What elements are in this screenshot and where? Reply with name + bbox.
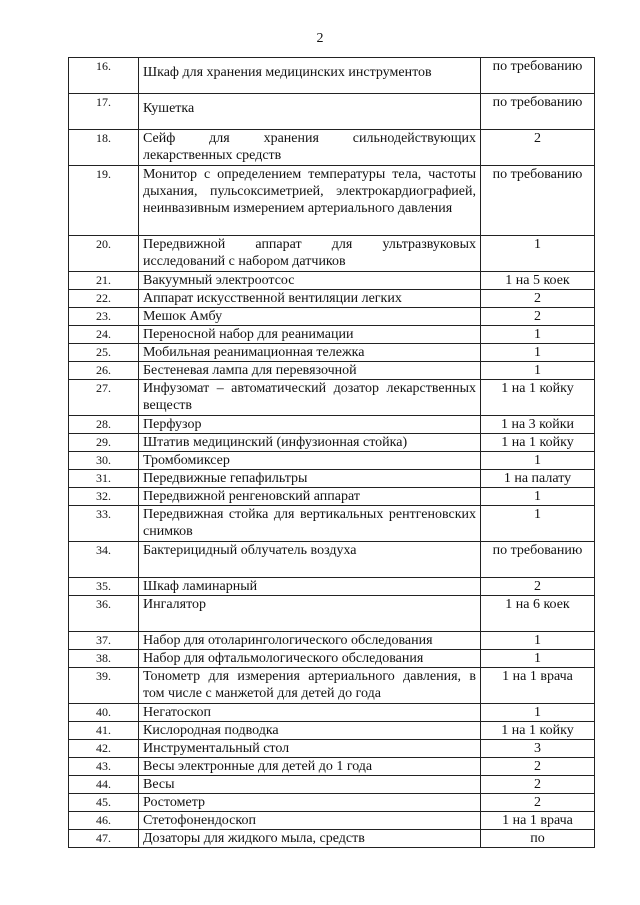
equipment-name: Негатоскоп xyxy=(139,704,481,722)
table-row xyxy=(69,758,595,776)
row-number: 31. xyxy=(69,470,139,488)
equipment-name: Ингалятор xyxy=(139,596,481,632)
equipment-name: Весы электронные для детей до 1 года xyxy=(139,758,481,776)
row-number: 22. xyxy=(69,290,139,308)
row-number: 19. xyxy=(69,166,139,236)
row-number: 24. xyxy=(69,326,139,344)
equipment-quantity: 1 xyxy=(481,362,595,380)
table-row xyxy=(69,344,595,362)
table-row xyxy=(69,236,595,272)
equipment-quantity: 2 xyxy=(481,758,595,776)
row-number: 44. xyxy=(69,776,139,794)
equipment-quantity: 1 xyxy=(481,452,595,470)
equipment-quantity: 1 xyxy=(481,704,595,722)
equipment-name: Мешок Амбу xyxy=(139,308,481,326)
table-row xyxy=(69,434,595,452)
equipment-quantity: по требованию xyxy=(481,58,595,94)
equipment-quantity: 1 на палату xyxy=(481,470,595,488)
table-row xyxy=(69,326,595,344)
equipment-name: Аппарат искусственной вентиляции легких xyxy=(139,290,481,308)
equipment-name: Набор для офтальмологического обследования xyxy=(139,650,481,668)
equipment-quantity: 1 на 1 врача xyxy=(481,668,595,704)
equipment-quantity: 2 xyxy=(481,130,595,166)
table-row xyxy=(69,830,595,848)
equipment-quantity: 2 xyxy=(481,308,595,326)
equipment-quantity: 1 на 1 койку xyxy=(481,434,595,452)
row-number: 27. xyxy=(69,380,139,416)
equipment-name: Стетофонендоскоп xyxy=(139,812,481,830)
table-row xyxy=(69,380,595,416)
page-number: 2 xyxy=(316,31,324,46)
equipment-name: Бактерицидный облучатель воздуха xyxy=(139,542,481,578)
equipment-quantity: 1 xyxy=(481,236,595,272)
row-number: 21. xyxy=(69,272,139,290)
equipment-name: Штатив медицинский (инфузионная стойка) xyxy=(139,434,481,452)
equipment-name: Инструментальный стол xyxy=(139,740,481,758)
table-row xyxy=(69,362,595,380)
equipment-table-body xyxy=(69,58,595,848)
table-row xyxy=(69,668,595,704)
equipment-quantity: 1 на 6 коек xyxy=(481,596,595,632)
equipment-name: Сейф для хранения сильнодействующих лекарственных средств xyxy=(139,130,481,166)
equipment-quantity: 2 xyxy=(481,794,595,812)
equipment-quantity: 1 на 1 врача xyxy=(481,812,595,830)
row-number: 34. xyxy=(69,542,139,578)
equipment-quantity: по xyxy=(481,830,595,848)
row-number: 47. xyxy=(69,830,139,848)
equipment-quantity: 1 xyxy=(481,326,595,344)
equipment-quantity: 1 xyxy=(481,650,595,668)
table-row xyxy=(69,416,595,434)
equipment-name: Дозаторы для жидкого мыла, средств xyxy=(139,830,481,848)
equipment-table xyxy=(68,57,595,848)
equipment-quantity: по требованию xyxy=(481,542,595,578)
equipment-name: Перфузор xyxy=(139,416,481,434)
equipment-name: Инфузомат – автоматический дозатор лекарственных веществ xyxy=(139,380,481,416)
equipment-name: Передвижной ренгеновский аппарат xyxy=(139,488,481,506)
table-row xyxy=(69,722,595,740)
equipment-name: Переносной набор для реанимации xyxy=(139,326,481,344)
equipment-quantity: 1 на 3 койки xyxy=(481,416,595,434)
row-number: 45. xyxy=(69,794,139,812)
equipment-name: Монитор с определением температуры тела, частоты дыхания, пульсоксиметрией, электрокардиографией, неинвазивным измерением артериального давления xyxy=(139,166,481,236)
table-row xyxy=(69,596,595,632)
table-row xyxy=(69,776,595,794)
equipment-name: Передвижной аппарат для ультразвуковых исследований с набором датчиков xyxy=(139,236,481,272)
table-row xyxy=(69,166,595,236)
row-number: 33. xyxy=(69,506,139,542)
equipment-quantity: 1 на 1 койку xyxy=(481,380,595,416)
row-number: 37. xyxy=(69,632,139,650)
row-number: 32. xyxy=(69,488,139,506)
table-row xyxy=(69,290,595,308)
equipment-name: Весы xyxy=(139,776,481,794)
equipment-name: Ростометр xyxy=(139,794,481,812)
equipment-quantity: 2 xyxy=(481,578,595,596)
equipment-name: Кушетка xyxy=(139,94,481,130)
table-row xyxy=(69,308,595,326)
table-row xyxy=(69,578,595,596)
row-number: 41. xyxy=(69,722,139,740)
row-number: 35. xyxy=(69,578,139,596)
equipment-quantity: по требованию xyxy=(481,166,595,236)
table-row xyxy=(69,130,595,166)
equipment-quantity: по требованию xyxy=(481,94,595,130)
row-number: 28. xyxy=(69,416,139,434)
row-number: 25. xyxy=(69,344,139,362)
table-row xyxy=(69,740,595,758)
row-number: 36. xyxy=(69,596,139,632)
equipment-name: Передвижные гепафильтры xyxy=(139,470,481,488)
table-row xyxy=(69,470,595,488)
row-number: 43. xyxy=(69,758,139,776)
equipment-quantity: 1 на 1 койку xyxy=(481,722,595,740)
row-number: 29. xyxy=(69,434,139,452)
table-row xyxy=(69,632,595,650)
row-number: 42. xyxy=(69,740,139,758)
row-number: 30. xyxy=(69,452,139,470)
equipment-quantity: 1 на 5 коек xyxy=(481,272,595,290)
equipment-name: Набор для отоларингологического обследования xyxy=(139,632,481,650)
table-row xyxy=(69,812,595,830)
table-row xyxy=(69,650,595,668)
equipment-name: Бестеневая лампа для перевязочной xyxy=(139,362,481,380)
equipment-quantity: 3 xyxy=(481,740,595,758)
equipment-name: Кислородная подводка xyxy=(139,722,481,740)
row-number: 20. xyxy=(69,236,139,272)
equipment-quantity: 1 xyxy=(481,632,595,650)
equipment-name: Мобильная реанимационная тележка xyxy=(139,344,481,362)
equipment-quantity: 2 xyxy=(481,776,595,794)
row-number: 17. xyxy=(69,94,139,130)
equipment-name: Шкаф ламинарный xyxy=(139,578,481,596)
equipment-quantity: 1 xyxy=(481,344,595,362)
equipment-quantity: 1 xyxy=(481,506,595,542)
table-row xyxy=(69,704,595,722)
equipment-name: Шкаф для хранения медицинских инструментов xyxy=(139,58,481,94)
table-row xyxy=(69,58,595,94)
row-number: 23. xyxy=(69,308,139,326)
equipment-quantity: 2 xyxy=(481,290,595,308)
row-number: 18. xyxy=(69,130,139,166)
equipment-name: Тонометр для измерения артериального давления, в том числе с манжетой для детей до года xyxy=(139,668,481,704)
row-number: 40. xyxy=(69,704,139,722)
table-row xyxy=(69,506,595,542)
table-row xyxy=(69,272,595,290)
equipment-name: Передвижная стойка для вертикальных рентгеновских снимков xyxy=(139,506,481,542)
row-number: 26. xyxy=(69,362,139,380)
row-number: 38. xyxy=(69,650,139,668)
table-row xyxy=(69,94,595,130)
row-number: 39. xyxy=(69,668,139,704)
row-number: 46. xyxy=(69,812,139,830)
table-row xyxy=(69,488,595,506)
table-row xyxy=(69,542,595,578)
equipment-quantity: 1 xyxy=(481,488,595,506)
row-number: 16. xyxy=(69,58,139,94)
table-row xyxy=(69,452,595,470)
equipment-name: Вакуумный электроотсос xyxy=(139,272,481,290)
table-row xyxy=(69,794,595,812)
equipment-name: Тромбомиксер xyxy=(139,452,481,470)
